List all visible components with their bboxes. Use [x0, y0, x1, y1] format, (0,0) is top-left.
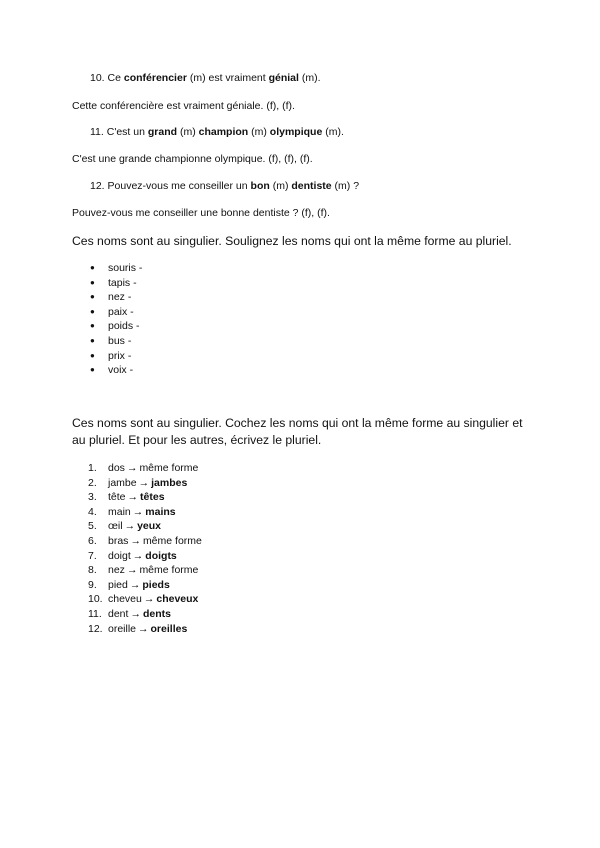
list-item: ● bus -	[108, 334, 142, 349]
question-number: 12.	[90, 180, 105, 192]
item-number: 5.	[88, 520, 97, 533]
list-item	[88, 622, 202, 637]
arrow-icon: →	[130, 534, 141, 547]
item-number: 2.	[88, 476, 97, 489]
exercise2-instruction-line2: au pluriel. Et pour les autres, écrivez le pluriel.	[72, 433, 322, 447]
plural-result: dents	[142, 607, 171, 620]
arrow-icon: →	[124, 520, 136, 533]
exercise2-list	[0, 461, 202, 636]
list-item	[88, 549, 202, 564]
question-11	[90, 126, 344, 139]
singular-word: nez	[108, 564, 125, 577]
singular-word: pied	[108, 578, 128, 591]
question-number: 10.	[90, 72, 105, 84]
question-text: Ce	[107, 72, 124, 84]
arrow-icon: →	[138, 622, 149, 635]
question-text: (m) est vraiment	[186, 72, 269, 84]
list-item	[88, 505, 202, 520]
bold-word: champion	[198, 126, 249, 138]
plural-result: têtes	[140, 491, 165, 504]
singular-word: dos	[108, 462, 125, 474]
plural-result: yeux	[137, 520, 162, 533]
list-item	[88, 519, 202, 534]
list-item	[88, 563, 202, 578]
singular-word: doigt	[108, 549, 131, 562]
item-number: 12.	[88, 622, 103, 635]
question-number: 11.	[90, 126, 104, 138]
item-number: 1.	[88, 462, 97, 474]
list-item: ● paix -	[108, 305, 142, 320]
answer-12: Pouvez-vous me conseiller une bonne dentiste ? (f), (f).	[72, 207, 330, 219]
question-10	[90, 72, 321, 85]
plural-result: pieds	[142, 578, 170, 591]
list-item: ● voix -	[108, 363, 142, 378]
plural-result: oreilles	[150, 622, 188, 635]
plural-result: mains	[145, 505, 176, 518]
bold-word: bon	[250, 180, 270, 192]
item-number: 3.	[88, 491, 97, 504]
bold-word: olympique	[269, 126, 323, 138]
plural-result: doigts	[145, 549, 177, 562]
list-item	[88, 534, 202, 549]
list-item	[88, 461, 202, 476]
item-number: 4.	[88, 505, 97, 518]
arrow-icon: →	[138, 476, 150, 489]
list-item	[88, 578, 202, 593]
list-item	[88, 607, 202, 622]
plural-result: même forme	[142, 534, 202, 547]
question-text: Pouvez-vous me conseiller un	[107, 180, 251, 192]
item-number: 7.	[88, 549, 97, 562]
list-item: ● prix -	[108, 349, 142, 364]
arrow-icon: →	[127, 491, 139, 504]
question-text: (m)	[177, 126, 199, 138]
plural-result: jambes	[151, 476, 188, 489]
singular-word: oreille	[108, 622, 137, 635]
bold-word: dentiste	[291, 180, 332, 192]
question-12	[90, 180, 359, 193]
question-text: (m)	[269, 180, 292, 192]
item-number: 8.	[88, 564, 97, 577]
list-item: ● souris -	[108, 261, 142, 276]
list-item: ● nez -	[108, 290, 142, 305]
plural-result: même forme	[139, 564, 199, 577]
list-item: ● poids -	[108, 319, 142, 334]
exercise2-instruction-line1: Ces noms sont au singulier. Cochez les noms qui ont la même forme au singulier et	[72, 416, 523, 430]
bold-word: génial	[268, 72, 299, 84]
question-text: C'est un	[106, 126, 148, 138]
exercise1-list	[0, 261, 143, 378]
singular-word: tête	[108, 491, 126, 504]
singular-word: bras	[108, 534, 129, 547]
list-item: ● tapis -	[108, 276, 142, 291]
singular-word: main	[108, 505, 131, 518]
list-item	[88, 476, 202, 491]
item-number: 9.	[88, 578, 97, 591]
answer-10: Cette conférencière est vraiment géniale. (f), (f).	[72, 100, 295, 112]
question-text: (m).	[322, 126, 344, 138]
arrow-icon: →	[126, 462, 138, 474]
arrow-icon: →	[132, 549, 144, 562]
arrow-icon: →	[130, 607, 141, 620]
bold-word: grand	[147, 126, 178, 138]
singular-word: cheveu	[108, 593, 142, 606]
singular-word: dent	[108, 607, 129, 620]
question-text: (m).	[298, 72, 321, 84]
exercise1-instruction: Ces noms sont au singulier. Soulignez les noms qui ont la même forme au pluriel.	[72, 234, 512, 248]
plural-result: même forme	[139, 462, 199, 474]
plural-result: cheveux	[156, 593, 199, 606]
singular-word: jambe	[108, 476, 137, 489]
singular-word: œil	[108, 520, 123, 533]
list-item	[88, 490, 202, 505]
arrow-icon: →	[126, 564, 138, 577]
question-text: (m)	[248, 126, 270, 138]
item-number: 6.	[88, 534, 97, 547]
answer-11: C'est une grande championne olympique. (f), (f), (f).	[72, 153, 313, 165]
arrow-icon: →	[143, 593, 155, 606]
list-item	[88, 592, 202, 607]
arrow-icon: →	[132, 505, 144, 518]
question-text: (m) ?	[331, 180, 360, 192]
item-number: 11.	[88, 607, 102, 620]
arrow-icon: →	[129, 578, 141, 591]
item-number: 10.	[88, 593, 103, 606]
bold-word: conférencier	[123, 72, 187, 84]
